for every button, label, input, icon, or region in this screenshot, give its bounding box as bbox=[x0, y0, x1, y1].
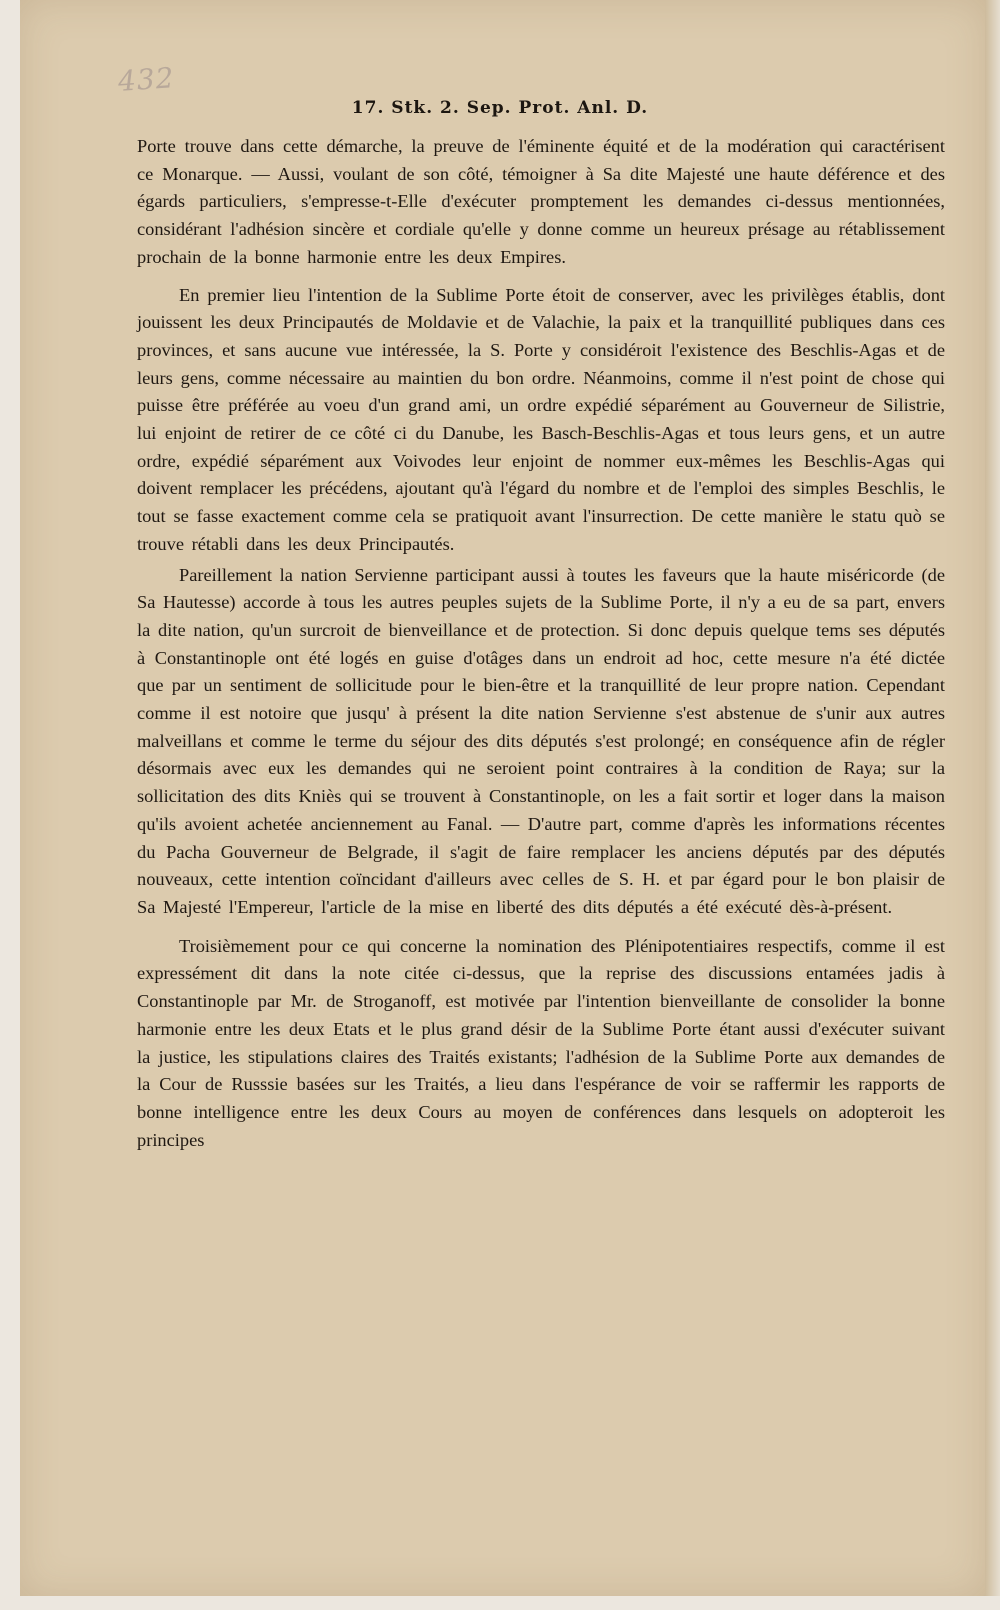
running-head: 17. Stk. 2. Sep. Prot. Anl. D. bbox=[351, 98, 649, 118]
document-body bbox=[137, 133, 945, 1154]
paragraph-servian-nation: Pareillement la nation Servienne participant aussi à toutes les faveurs que la haute miséricorde (de Sa Hautesse) accorde à tous les autres peuples sujets de la Sublime Porte, il n'y a eu de sa part, envers la dite nation, qu'un surcroit de bienveillance et de protection. Si donc depuis quelque tems ses députés à Constantinople ont été logés en guise d'otâges dans un endroit ad hoc, cette mesure n'a été dictée que par un sentiment de sollicitude pour le bien-être et la tranquillité de leur propre nation. Cependant comme il est notoire que jusqu' à présent la dite nation Servienne s'est abstenue de s'unir aux autres malveillans et comme le terme du séjour des dits députés s'est prolongé; en conséquence afin de régler désormais avec eux les demandes qui ne seroient point contraires à la condition de Raya; sur la sollicitation des dits Kniès qui se trouvent à Constantinople, on les a fait sortir et loger dans la maison qu'ils avoient achetée anciennement au Fanal. — D'autre part, comme d'après les informations récentes du Pacha Gouverneur de Belgrade, il s'agit de faire remplacer les anciens députés par des députés nouveaux, cette intention coïncidant d'ailleurs avec celles de S. H. et par égard pour le bon plaisir de Sa Majesté l'Empereur, l'article de la mise en liberté des dits députés a été exécuté dès-à-présent. bbox=[137, 564, 945, 917]
page-edge bbox=[985, 0, 1000, 1596]
paragraph-third-point: Troisièmement pour ce qui concerne la nomination des Plénipotentiaires respectifs, comme il est expressément dit dans la note citée ci-dessus, que la reprise des discussions entamées jadis à Constantinople par Mr. de Stroganoff, est motivée par l'intention bienveillante de consolider la bonne harmonie entre les deux Etats et le plus grand désir de la Sublime Porte étant aussi d'exécuter suivant la justice, les stipulations claires des Traités existants; l'adhésion de la Sublime Porte aux demandes de la Cour de Russsie basées sur les Traités, a lieu dans l'espérance de voir se raffermir les rapports de bonne intelligence entre les deux Cours au moyen de conférences dans lesquels on adopteroit les principes bbox=[137, 935, 945, 1150]
paragraph-first-point: En premier lieu l'intention de la Sublime Porte étoit de conserver, avec les privilèges établis, dont jouissent les deux Principautés de Moldavie et de Valachie, la paix et la tranquillité publiques dans ces provinces, et sans aucune vue intéressée, la S. Porte y considéroit l'existence des Beschlis-Agas et de leurs gens, comme nécessaire au maintien du bon ordre. Néanmoins, comme il n'est point de chose qui puisse être préférée au voeu d'un grand ami, un ordre expédié séparément au Gouverneur de Silistrie, lui enjoint de retirer de ce côté ci du Danube, les Basch-Beschlis-Agas et tous leurs gens, et un autre ordre, expédié séparément aux Voivodes leur enjoint de nommer eux-mêmes les Beschlis-Agas qui doivent remplacer les précédens, ajoutant qu'à l'égard du nombre et de l'emploi des simples Beschlis, le tout se fasse exactement comme cela se pratiquoit avant l'insurrection. De cette manière le statu quò se trouve rétabli dans les deux Principautés. bbox=[137, 284, 945, 554]
handwritten-folio-note: 432 bbox=[116, 61, 176, 98]
paragraph-continuation: Porte trouve dans cette démarche, la preuve de l'éminente équité et de la modération qui caractérisent ce Monarque. — Aussi, voulant de son côté, témoigner à Sa dite Majesté une haute déférence et des égards particuliers, s'empresse-t-Elle d'exécuter promptement les demandes ci-dessus mentionnées, considérant l'adhésion sincère et cordiale qu'elle y donne comme un heureux présage au rétablissement prochain de la bonne harmonie entre les deux Empires. bbox=[137, 136, 945, 267]
